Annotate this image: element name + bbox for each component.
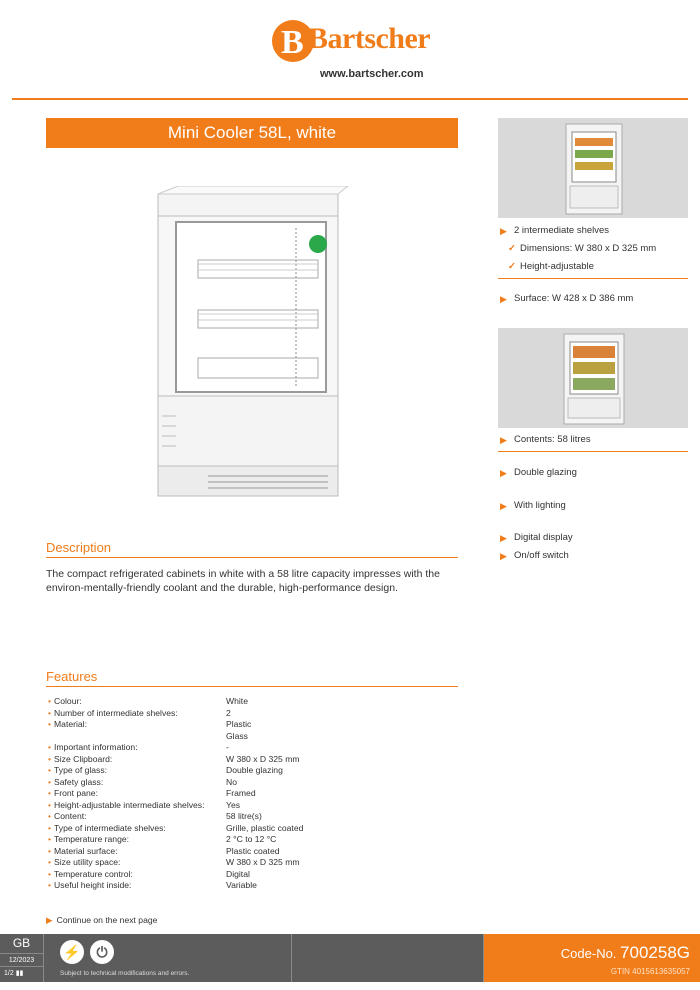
side-features-6 xyxy=(498,529,688,565)
feature-row: • Temperature range: 2 °C to 12 °C xyxy=(48,834,277,844)
description-text: The compact refrigerated cabinets in white with a 58 litre capacity impresses with the environ-mentally-friendly coolant and the durable, high-performance design. xyxy=(46,568,440,594)
gtin: GTIN 4015613635057 xyxy=(610,967,690,976)
plug-icon: ⏻ xyxy=(90,940,114,964)
feature-row: • Number of intermediate shelves: 2 xyxy=(48,707,231,718)
header-divider xyxy=(12,98,688,100)
language-code: GB xyxy=(0,934,43,954)
features-list xyxy=(46,696,458,892)
side-features-5 xyxy=(498,497,688,515)
feature-row: • Material: Plastic xyxy=(48,719,252,729)
feature-row: • Content: 58 litre(s) xyxy=(48,811,262,821)
side-item-switch: ▶ On/off switch xyxy=(498,547,688,565)
arrow-right-icon: ▶ xyxy=(500,226,507,236)
side-features-3 xyxy=(498,431,688,449)
product-title: Mini Cooler 58L, white xyxy=(46,118,458,148)
feature-row: • Size Clipboard: W 380 x D 325 mm xyxy=(48,753,300,764)
arrow-right-icon: ▶ xyxy=(46,915,53,925)
product-image xyxy=(148,186,358,506)
arrow-right-icon: ▶ xyxy=(500,533,507,543)
feature-row: • Size utility space: W 380 x D 325 mm xyxy=(48,857,300,867)
footer-note: Subject to technical modifications and errors. xyxy=(60,970,190,977)
feature-row: • Useful height inside: Variable xyxy=(48,880,257,890)
brand-url: www.bartscher.com xyxy=(320,68,424,80)
arrow-right-icon: ▶ xyxy=(500,294,507,304)
side-item-display: ▶ Digital display xyxy=(498,529,688,547)
side-item-dimensions: ✓ Dimensions: W 380 x D 325 mm xyxy=(498,240,688,258)
arrow-right-icon: ▶ xyxy=(500,468,507,478)
code-number: Code-No. 700258G xyxy=(560,943,690,962)
arrow-right-icon: ▶ xyxy=(500,501,507,511)
feature-row: • Material surface: Plastic coated xyxy=(48,845,280,856)
footer-bar xyxy=(0,934,700,982)
brand-logo-mark: B xyxy=(272,20,314,62)
side-features-1 xyxy=(498,222,688,276)
footer-meta xyxy=(0,934,44,982)
feature-row: • Height-adjustable intermediate shelves: Yes xyxy=(48,799,241,810)
feature-row: • Type of glass: Double glazing xyxy=(48,765,283,775)
side-item-height: ✓ Height-adjustable xyxy=(498,258,688,276)
check-icon: ✓ xyxy=(508,243,516,254)
arrow-right-icon: ▶ xyxy=(500,435,507,445)
side-features-4 xyxy=(498,464,688,482)
feature-row: • Important information: - xyxy=(48,742,229,752)
feature-row: • Colour: White xyxy=(48,696,248,706)
side-image-front xyxy=(498,118,688,218)
check-icon: ✓ xyxy=(508,261,516,272)
feature-row: Glass xyxy=(226,730,248,741)
footer-code xyxy=(484,934,700,982)
side-image-filled xyxy=(498,328,688,428)
electric-icon: ⚡ xyxy=(60,940,84,964)
side-item-contents: ▶ Contents: 58 litres xyxy=(498,431,688,449)
side-item-surface: ▶ Surface: W 428 x D 386 mm xyxy=(498,290,688,308)
footer-blank xyxy=(292,934,484,982)
side-item-shelves: ▶ 2 intermediate shelves xyxy=(498,222,688,240)
description-heading: Description xyxy=(46,540,458,558)
side-divider xyxy=(498,451,688,452)
footer-icons xyxy=(44,934,292,982)
brand-logo xyxy=(272,18,432,88)
side-divider xyxy=(498,278,688,279)
feature-row: • Front pane: Framed xyxy=(48,788,256,798)
book-icon: ▮▮ xyxy=(15,970,24,977)
continue-next-page-link[interactable]: ▶ Continue on the next page xyxy=(46,915,158,925)
feature-row: • Type of intermediate shelves: Grille, plastic coated xyxy=(48,822,304,833)
brand-name: Bartscher xyxy=(308,22,431,55)
side-item-lighting: ▶ With lighting xyxy=(498,497,688,515)
feature-row: • Temperature control: Digital xyxy=(48,868,250,879)
features-heading: Features xyxy=(46,669,458,687)
side-item-glazing: ▶ Double glazing xyxy=(498,464,688,482)
page-number: 1/2 ▮▮ xyxy=(4,970,24,977)
feature-row: • Safety glass: No xyxy=(48,776,237,787)
arrow-right-icon: ▶ xyxy=(500,551,507,561)
side-features-2 xyxy=(498,290,688,308)
document-date: 12/2023 xyxy=(0,954,43,967)
